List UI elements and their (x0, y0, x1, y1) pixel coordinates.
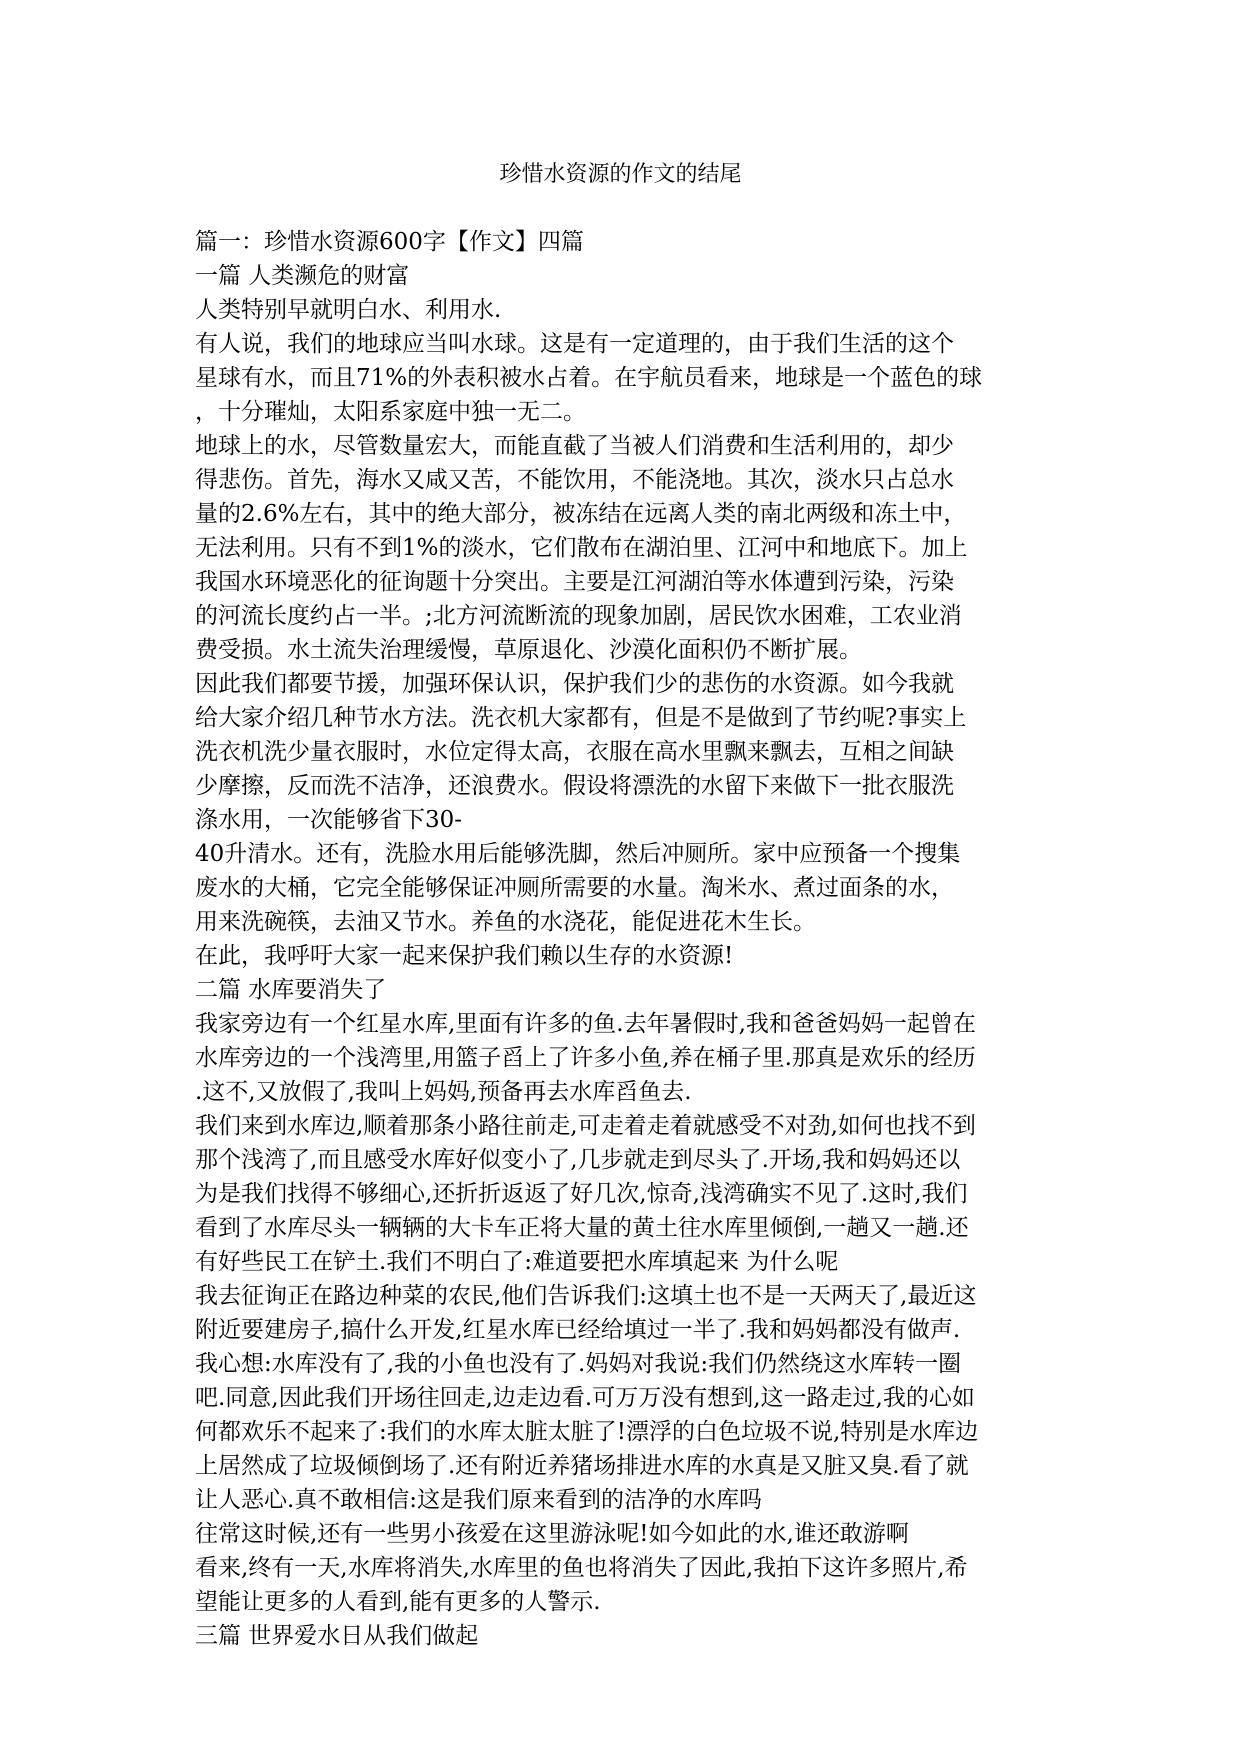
text-line: 废水的大桶，它完全能够保证冲厕所需要的水量。淘米水、煮过面条的水， (195, 875, 954, 901)
text-line: 为是我们找得不够细心,还折折返返了好几次,惊奇,浅湾确实不见了.这时,我们 (195, 1181, 968, 1207)
text-line: 无法利用。只有不到1%的淡水，它们散布在湖泊里、江河中和地底下。加上 (195, 535, 968, 561)
text-line: 因此我们都要节援，加强环保认识，保护我们少的悲伤的水资源。如今我就 (195, 671, 954, 697)
text-line: 在此，我呼吁大家一起来保护我们赖以生存的水资源! (195, 943, 734, 969)
document-body (195, 225, 1055, 1653)
text-line: 篇一：珍惜水资源600字【作文】四篇 (195, 229, 584, 255)
text-line: ，十分璀灿，太阳系家庭中独一无二。 (195, 399, 586, 425)
text-line: 让人恶心.真不敢相信:这是我们原来看到的洁净的水库吗 (195, 1487, 763, 1513)
text-line: 上居然成了垃圾倾倒场了.还有附近养猪场排进水库的水真是又脏又臭.看了就 (195, 1453, 969, 1479)
text-line: 看到了水库尽头一辆辆的大卡车正将大量的黄土往水库里倾倒,一趟又一趟.还 (195, 1215, 969, 1241)
text-line: 地球上的水，尽管数量宏大，而能直截了当被人们消费和生活利用的，却少 (195, 433, 954, 459)
text-line: 我们来到水库边,顺着那条小路往前走,可走着走着就感受不对劲,如何也找不到 (195, 1113, 976, 1139)
text-line: 水库旁边的一个浅湾里,用篮子舀上了许多小鱼,养在桶子里.那真是欢乐的经历 (195, 1045, 976, 1071)
text-line: 看来,终有一天,水库将消失,水库里的鱼也将消失了因此,我拍下这许多照片,希 (195, 1555, 968, 1581)
text-line: 用来洗碗筷，去油又节水。养鱼的水浇花，能促进花木生长。 (195, 909, 816, 935)
text-line: 费受损。水土流失治理缓慢，草原退化、沙漠化面积仍不断扩展。 (195, 637, 862, 663)
text-line: 吧.同意,因此我们开场往回走,边走边看.可万万没有想到,这一路走过,我的心如 (195, 1385, 975, 1411)
text-line: 三篇 世界爱水日从我们做起 (195, 1623, 479, 1649)
text-line: 我家旁边有一个红星水库,里面有许多的鱼.去年暑假时,我和爸爸妈妈一起曾在 (195, 1011, 976, 1037)
text-line: 何都欢乐不起来了:我们的水库太脏太脏了!漂浮的白色垃圾不说,特别是水库边 (195, 1419, 979, 1445)
text-line: 得悲伤。首先，海水又咸又苦，不能饮用，不能浇地。其次，淡水只占总水 (195, 467, 954, 493)
text-line: 我心想:水库没有了,我的小鱼也没有了.妈妈对我说:我们仍然绕这水库转一圈 (195, 1351, 962, 1377)
text-line: 量的2.6%左右，其中的绝大部分，被冻结在远离人类的南北两级和冻土中， (195, 501, 967, 527)
text-line: 40升清水。还有，洗脸水用后能够洗脚，然后冲厕所。家中应预备一个搜集 (195, 841, 961, 867)
text-line: 给大家介绍几种节水方法。洗衣机大家都有，但是不是做到了节约呢?事实上 (195, 705, 967, 731)
text-line: 星球有水，而且71%的外表积被水占着。在宇航员看来，地球是一个蓝色的球 (195, 365, 983, 391)
document-title: 珍惜水资源的作文的结尾 (499, 162, 742, 187)
text-line: 往常这时候,还有一些男小孩爱在这里游泳呢!如今如此的水,谁还敢游啊 (195, 1521, 909, 1547)
text-line: 二篇 水库要消失了 (195, 977, 387, 1003)
text-line: 涤水用，一次能够省下30- (195, 807, 463, 833)
text-line: 一篇 人类濒危的财富 (195, 263, 410, 289)
text-line: 少摩擦，反而洗不洁净，还浪费水。假设将漂洗的水留下来做下一批衣服洗 (195, 773, 954, 799)
text-line: 附近要建房子,搞什么开发,红星水库已经给填过一半了.我和妈妈都没有做声. (195, 1317, 961, 1343)
text-line: 望能让更多的人看到,能有更多的人警示. (195, 1589, 601, 1615)
text-line: 的河流长度约占一半。;北方河流断流的现象加剧，居民饮水困难，工农业消 (195, 603, 962, 629)
text-line: 有人说，我们的地球应当叫水球。这是有一定道理的，由于我们生活的这个 (195, 331, 954, 357)
text-line: 洗衣机洗少量衣服时，水位定得太高，衣服在高水里飘来飘去，互相之间缺 (195, 739, 954, 765)
text-line: .这不,又放假了,我叫上妈妈,预备再去水库舀鱼去. (195, 1079, 692, 1105)
text-line: 我去征询正在路边种菜的农民,他们告诉我们:这填土也不是一天两天了,最近这 (195, 1283, 977, 1309)
text-line: 人类特别早就明白水、利用水. (195, 297, 502, 323)
text-line: 有好些民工在铲土.我们不明白了:难道要把水库填起来 为什么呢 (195, 1249, 839, 1275)
text-line: 那个浅湾了,而且感受水库好似变小了,几步就走到尽头了.开场,我和妈妈还以 (195, 1147, 961, 1173)
text-line: 我国水环境恶化的征询题十分突出。主要是江河湖泊等水体遭到污染，污染 (195, 569, 954, 595)
